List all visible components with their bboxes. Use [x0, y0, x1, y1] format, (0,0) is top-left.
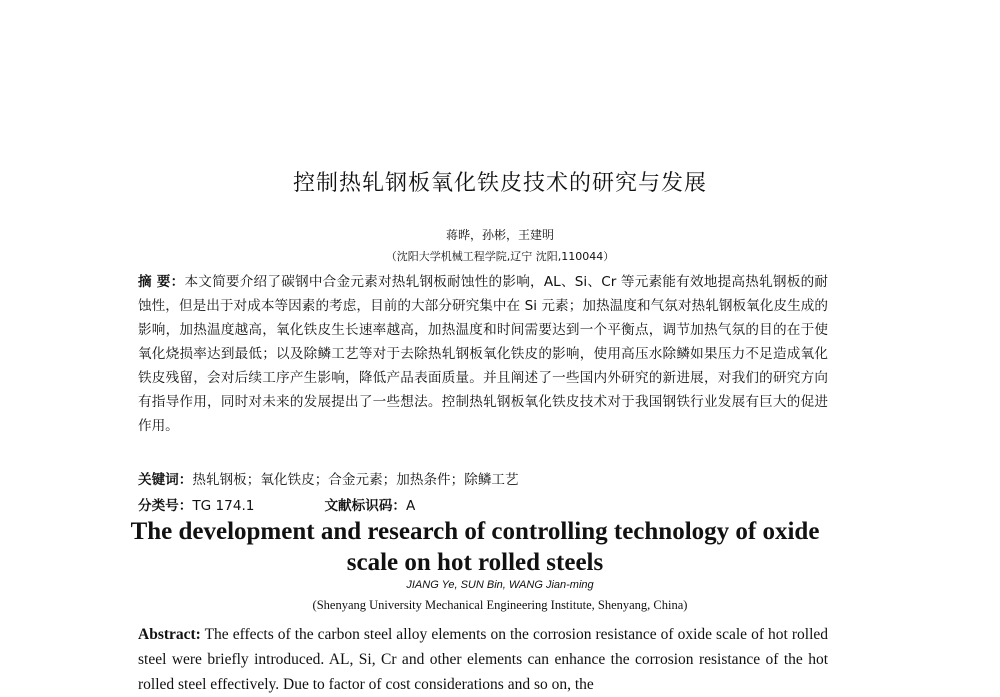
chinese-abstract-text: 本文简要介绍了碳钢中合金元素对热轧钢板耐蚀性的影响，AL、Si、Cr 等元素能有效地提高热轧钢板的耐蚀性，但是出于对成本等因素的考虑，目前的大部分研究集中在 Si 元素；加热温度和气氛对热轧钢板氧化皮生成的影响，加热温度越高，氧化铁皮生长速率越高，加热温度和时间需要达到一个平衡点，调节加热气氛的目的在于使氧化烧损率达到最低；以及除鳞工艺等对于去除热轧钢板氧化铁皮的影响，使用高压水除鳞如果压力不足造成氧化铁皮残留，会对后续工序产生影响，降低产品表面质量。并且阐述了一些国内外研究的新进展，对我们的研究方向有指导作用，同时对未来的发展提出了一些想法。控制热轧钢板氧化铁皮技术对于我国钢铁行业发展有巨大的促进作用。	[138, 274, 828, 434]
english-abstract	[138, 622, 828, 697]
chinese-authors: 蒋晔，孙彬，王建明	[445, 228, 554, 242]
classification-line	[138, 494, 838, 514]
document-code-label: 文献标识码：	[324, 498, 407, 514]
english-authors: JIANG Ye, SUN Bin, WANG Jian-ming	[406, 579, 594, 591]
classification-value: TG 174.1	[192, 498, 255, 514]
chinese-abstract-label: 摘 要：	[138, 274, 185, 290]
document-code-value: A	[406, 498, 416, 514]
chinese-keywords-text: 热轧钢板；氧化铁皮；合金元素；加热条件；除鳞工艺	[192, 472, 519, 488]
chinese-affiliation: （沈阳大学机械工程学院,辽宁 沈阳,110044）	[385, 250, 615, 263]
chinese-title: 控制热轧钢板氧化铁皮技术的研究与发展	[292, 171, 707, 196]
chinese-keywords-label: 关键词：	[138, 472, 193, 488]
chinese-abstract	[138, 270, 828, 438]
english-abstract-label: Abstract:	[138, 626, 201, 643]
english-abstract-text: The effects of the carbon steel alloy elements on the corrosion resistance of oxide scale of hot rolled steel were briefly introduced. AL, Si, Cr and other elements can enhance the corrosion resistance of the hot rolled steel effectively. Due to factor of cost considerations and so on, the	[138, 626, 828, 693]
english-affiliation: (Shenyang University Mechanical Engineering Institute, Shenyang, China)	[312, 598, 688, 612]
english-title: The development and research of controlling technology of oxide scale on hot rolled steels	[130, 518, 820, 576]
classification-label: 分类号：	[138, 498, 193, 514]
chinese-keywords	[138, 468, 838, 488]
